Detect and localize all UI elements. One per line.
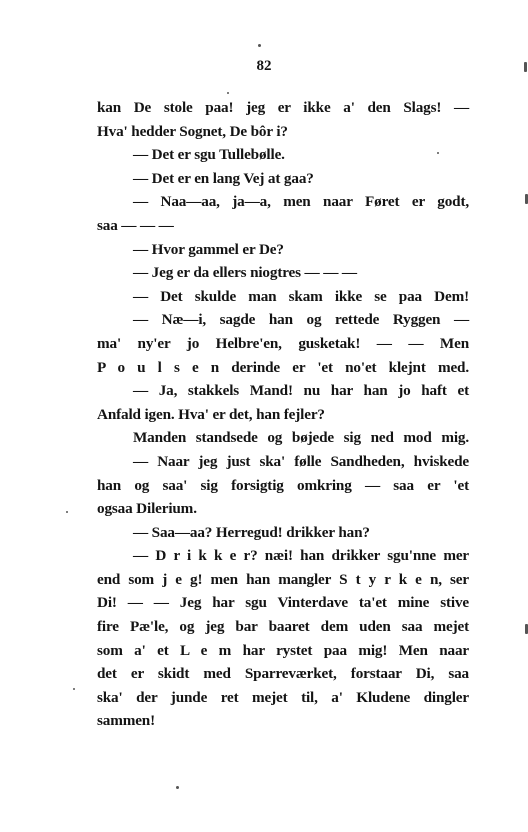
text-line: — Naar jeg just ska' følle Sandheden, hviskede xyxy=(133,452,469,470)
text-line: ska' der junde ret mejet til, a' Kludene dingler xyxy=(97,688,469,706)
scan-speck xyxy=(258,44,261,47)
text-line: ogsaa Dilerium. xyxy=(97,500,197,518)
scan-speck xyxy=(437,152,439,154)
text-line: P o u l s e n derinde er 'et no'et klejnt med. xyxy=(97,358,469,376)
scan-speck xyxy=(227,92,229,94)
text-body xyxy=(97,96,469,733)
text-line: — Det er sgu Tullebølle. xyxy=(133,146,285,164)
text-line: — Det skulde man skam ikke se paa Dem! xyxy=(133,287,469,305)
text-line: — Hvor gammel er De? xyxy=(133,240,284,258)
text-line: — Det er en lang Vej at gaa? xyxy=(133,169,314,187)
scan-speck xyxy=(73,688,75,690)
scan-speck xyxy=(66,511,68,513)
text-line: — Næ—i, sagde han og rettede Ryggen — xyxy=(133,311,469,329)
text-line: — Naa—aa, ja—a, men naar Føret er godt, xyxy=(133,193,469,211)
scan-speck xyxy=(176,786,179,789)
text-line: som a' et L e m har rystet paa mig! Men naar xyxy=(97,641,469,659)
text-line: Di! — — Jeg har sgu Vinterdave ta'et mine stive xyxy=(97,594,469,612)
text-line: ma' ny'er jo Helbre'en, gusketak! — — Men xyxy=(97,334,469,352)
text-line: det er skidt med Sparreværket, forstaar Di, saa xyxy=(97,665,469,683)
text-line: sammen! xyxy=(97,712,156,730)
text-line: — Jeg er da ellers niogtres — — — xyxy=(133,264,357,282)
text-line: — Saa—aa? Herregud! drikker han? xyxy=(133,523,370,541)
text-line: — Ja, stakkels Mand! nu har han jo haft et xyxy=(133,382,469,400)
text-line: fire Pæ'le, og jeg bar baaret dem uden saa mejet xyxy=(97,618,469,636)
text-line: end som j e g! men han mangler S t y r k e n, ser xyxy=(97,570,469,588)
text-line: kan De stole paa! jeg er ikke a' den Slags! — xyxy=(97,99,469,116)
text-line: saa — — — xyxy=(97,216,174,234)
text-line: Hva' hedder Sognet, De bôr i? xyxy=(97,122,288,140)
text-line: Manden standsede og bøjede sig ned mod mig. xyxy=(133,429,469,447)
text-line: Anfald igen. Hva' er det, han fejler? xyxy=(97,405,325,423)
text-line: han og saa' sig forsigtig omkring — saa er 'et xyxy=(97,476,469,494)
text-line: — D r i k k e r? næi! han drikker sgu'nne mer xyxy=(133,547,469,565)
page-number: 82 xyxy=(256,58,272,74)
scan-speck xyxy=(524,62,527,72)
